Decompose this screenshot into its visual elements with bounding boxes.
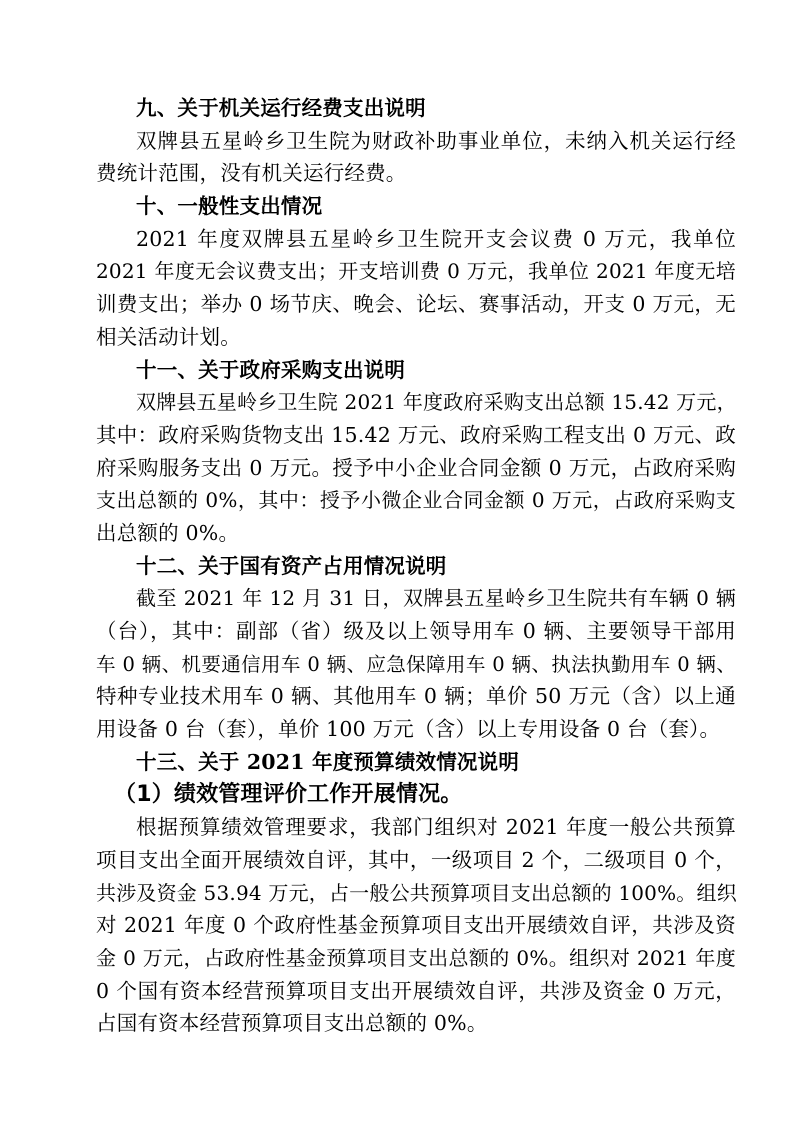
paragraph-line: 特种专业技术用车 0 辆、其他用车 0 辆；单价 50 万元（含）以上通 [96,684,736,708]
paragraph-line: 占国有资本经营预算项目支出总额的 0%。 [96,1011,488,1035]
paragraph-line: 0 个国有资本经营预算项目支出开展绩效自评，共涉及资金 0 万元， [96,979,736,1003]
paragraph-line: 支出总额的 0%，其中：授予小微企业合同金额 0 万元，占政府采购支 [96,488,736,512]
section-heading-11: 十一、关于政府采购支出说明 [136,358,406,382]
paragraph-line: 费统计范围，没有机关运行经费。 [96,161,407,185]
paragraph-line: 根据预算绩效管理要求，我部门组织对 2021 年度一般公共预算 [136,815,736,839]
paragraph-line: 用设备 0 台（套），单价 100 万元（含）以上专用设备 0 台（套）。 [96,717,721,741]
paragraph-line: 双牌县五星岭乡卫生院为财政补助事业单位，未纳入机关运行经 [136,129,736,153]
paragraph-line: 出总额的 0%。 [96,521,240,545]
paragraph-line: 共涉及资金 53.94 万元，占一般公共预算项目支出总额的 100%。组织 [96,881,737,905]
paragraph-line: 2021 年度双牌县五星岭乡卫生院开支会议费 0 万元，我单位 [136,227,736,251]
paragraph-line: 金 0 万元，占政府性基金预算项目支出总额的 0%。组织对 2021 年度 [96,946,736,970]
paragraph-line: 车 0 辆、机要通信用车 0 辆、应急保障用车 0 辆、执法执勤用车 0 辆、 [96,653,736,676]
paragraph-line: （台），其中：副部（省）级及以上领导用车 0 辆、主要领导干部用 [96,619,736,643]
paragraph-line: 对 2021 年度 0 个政府性基金预算项目支出开展绩效自评，共涉及资 [96,913,736,937]
section-heading-13: 十三、关于 2021 年度预算绩效情况说明 [136,750,520,774]
section-heading-12: 十二、关于国有资产占用情况说明 [136,554,447,578]
paragraph-line: 府采购服务支出 0 万元。授予中小企业合同金额 0 万元，占政府采购 [96,456,736,480]
paragraph-line: 双牌县五星岭乡卫生院 2021 年度政府采购支出总额 15.42 万元， [136,390,737,414]
section-heading-9: 九、关于机关运行经费支出说明 [136,96,426,120]
paragraph-line: 2021 年度无会议费支出；开支培训费 0 万元，我单位 2021 年度无培 [96,259,736,283]
paragraph-line: 截至 2021 年 12 月 31 日，双牌县五星岭乡卫生院共有车辆 0 辆 [136,586,736,610]
section-heading-10: 十、一般性支出情况 [136,194,323,218]
paragraph-line: 其中：政府采购货物支出 15.42 万元、政府采购工程支出 0 万元、政 [96,423,736,447]
paragraph-line: 训费支出；举办 0 场节庆、晚会、论坛、赛事活动，开支 0 万元，无 [96,292,736,316]
paragraph-line: 项目支出全面开展绩效自评，其中，一级项目 2 个，二级项目 0 个， [96,848,736,872]
subsection-heading: （1）绩效管理评价工作开展情况。 [114,782,463,807]
paragraph-line: 相关活动计划。 [96,325,241,349]
